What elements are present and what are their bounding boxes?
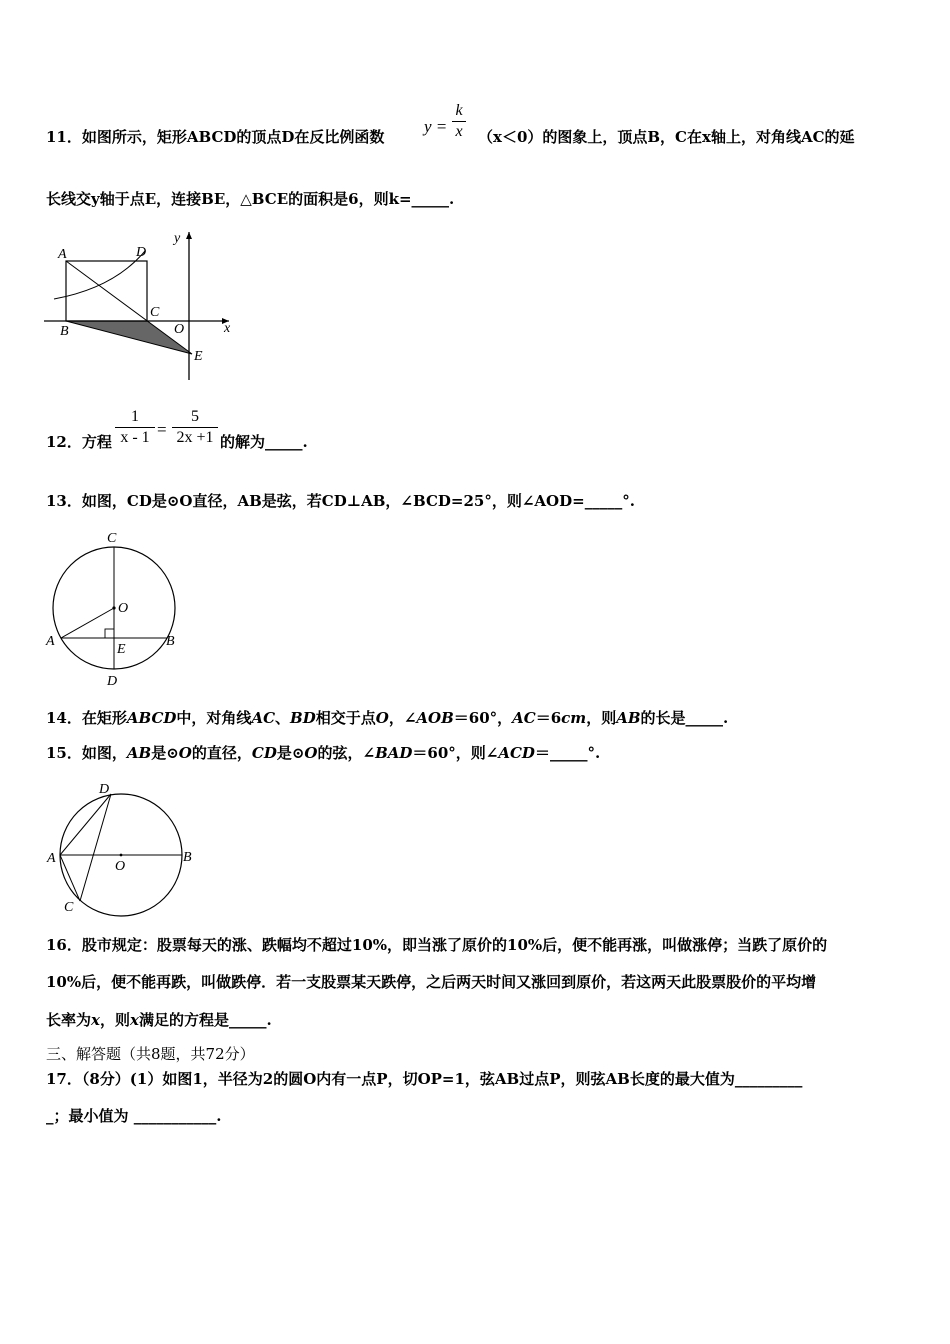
q11-label-O: O [174,322,185,337]
q11-function-fraction [452,101,466,142]
q11-diagonal-ac [66,261,192,354]
q12-lhs-num: 1 [131,408,139,425]
q14-text: 14．在矩形ABCD中，对角线AC、BD相交于点O，∠AOB＝60°，AC＝6cm，则AB的长是_____. [46,709,729,727]
q17-line1: 17．（8分）(1）如图1，半径为2的圆O内有一点P，切OP=1，弦AB过点P，则弦AB长度的最大值为_________ [46,1070,803,1088]
q11-line1-start: 11．如图所示，矩形ABCD的顶点D在反比例函数 [46,128,385,146]
q11-label-B: B [60,324,69,339]
q15-label-O: O [115,859,126,874]
q15-label-B: B [183,850,192,865]
q11-hyperbola [54,251,145,299]
q13-label-O: O [118,601,129,616]
q15-figure [44,780,204,920]
q15-center-dot [120,854,123,857]
q15-chord-ac [60,855,80,901]
q11-figure [44,228,244,388]
q11-y-arrow [186,232,192,239]
q12-suffix: 的解为_____. [220,433,308,451]
q13-right-angle-mark [105,629,114,638]
q11-label-D: D [136,245,147,260]
q16-line1: 16．股市规定：股票每天的涨、跌幅均不超过10%，即当涨了原价的10%后，便不能再涨，叫做涨停；当跌了原价的 [46,936,828,954]
q11-line1-end: （x＜0）的图象上，顶点B，C在x轴上，对角线AC的延 [478,128,855,146]
q13-label-D: D [107,674,118,689]
q13-figure [44,528,184,688]
q15-label-C: C [64,900,74,915]
q11-frac-num: k [455,102,463,119]
q13-label-C: C [107,531,117,546]
q16-line2: 10%后，便不能再跌，叫做跌停．若一支股票某天跌停，之后两天时间又涨回到原价，若这两天此股票股价的平均增 [46,973,817,991]
q11-line2: 长线交y轴于点E，连接BE，△BCE的面积是6，则k=_____. [46,190,455,208]
q12-equals: = [157,420,167,439]
q12-lhs-fraction [115,407,155,448]
q16-line3: 长率为x，则x满足的方程是_____. [46,1011,272,1029]
q12-rhs-fraction [172,407,218,448]
q11-label-A: A [58,247,67,262]
q13-radius-ao [61,608,114,638]
q17-line2: _；最小值为 ___________. [46,1107,222,1125]
q15-label-A: A [47,851,56,866]
q13-label-B: B [166,634,175,649]
q13-text: 13．如图，CD是⊙O直径，AB是弦，若CD⊥AB，∠BCD=25°，则∠AOD=_____°. [46,492,635,510]
q12-rhs-num: 5 [191,408,199,425]
q15-text: 15．如图，AB是⊙O的直径，CD是⊙O的弦，∠BAD＝60°，则∠ACD＝_____°. [46,744,601,762]
q11-label-C: C [150,305,160,320]
q11-label-y: y [174,231,181,246]
q12-rhs-den: 2x +1 [176,429,214,446]
q15-chord-cd [80,794,111,901]
q11-function-y: y = [424,117,448,136]
q13-label-A: A [46,634,55,649]
q11-label-x: x [224,321,231,336]
q12-lhs-den: x - 1 [120,429,150,446]
q15-label-D: D [99,782,110,797]
q12-prefix: 12．方程 [46,433,112,451]
section-3-heading: 三、解答题（共8题，共72分） [46,1045,255,1063]
q11-label-E: E [194,349,203,364]
q13-label-E: E [117,642,126,657]
q11-frac-den: x [455,123,463,140]
q13-center-dot [112,606,115,609]
